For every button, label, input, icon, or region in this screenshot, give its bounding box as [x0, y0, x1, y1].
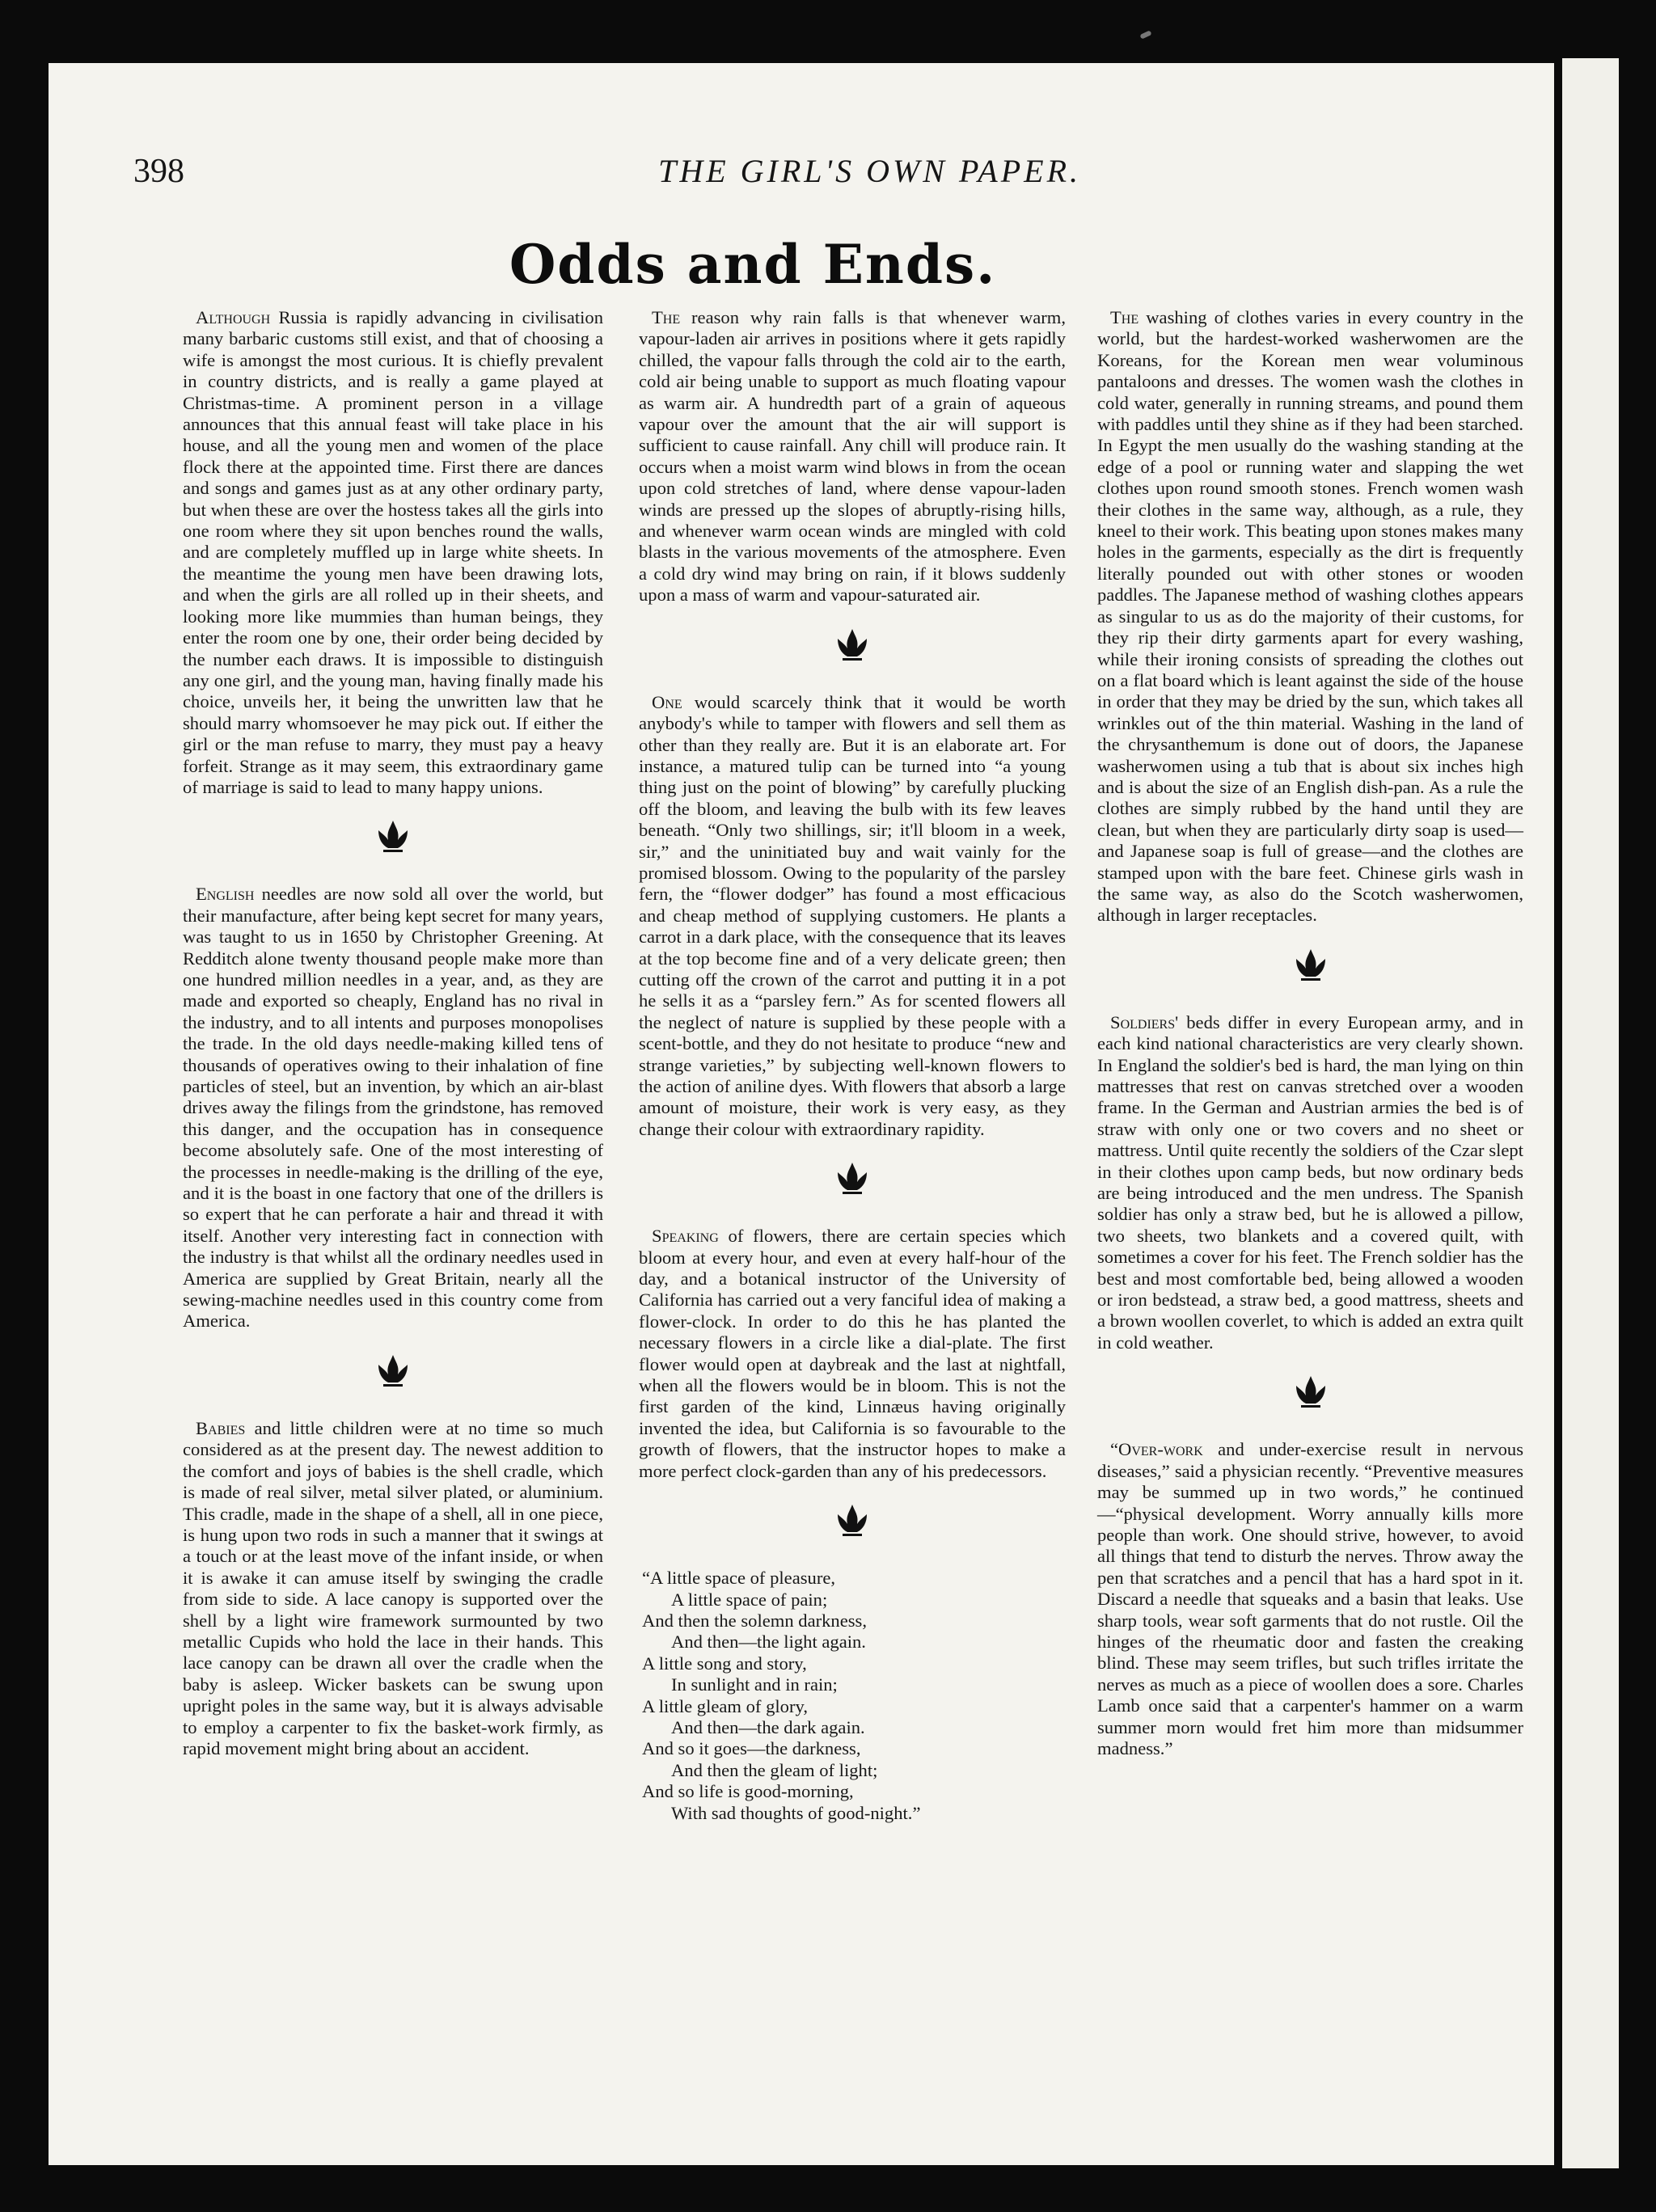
- article-lead: One: [652, 691, 682, 712]
- article-soldiers: [1097, 1012, 1523, 1354]
- poem-line: And then the gleam of light;: [671, 1759, 878, 1780]
- article-body: of flowers, there are certain species which bloom at every hour, and even at every half-hour of the day, and a botanical instructor of the University of California has carried out a very fanciful idea of making a flower-clock. In order to do this he has planted the necessary flowers in a circle like a dial-plate. The first flower would open at daybreak and the last at nightfall, when all the flowers would be in bloom. This is not the first garden of the kind, Linnæus having originally invented the idea, but California is so favourable to the growth of flowers, that the instructor hopes to make a more perfect clock-garden than any of his predecessors.: [639, 1226, 1066, 1481]
- article-lead: The: [1110, 307, 1139, 327]
- article-flowers: [639, 692, 1066, 1141]
- article-body: Russia is rapidly advancing in civilisation many barbaric customs still exist, and that of choosing a wife is amongst the most curious. It is chiefly prevalent in country districts, and is really a game played at Christmas-time. A prominent person in a village announces that this annual feast will take place in his house, and all the young men and women of the place flock there at the appointed time. First there are dances and songs and games just as at any other ordinary party, but when these are over the hostess takes all the girls into one room where they sit upon benches round the walls, and are completely muffled up in large white sheets. In the meantime the young men have been drawing lots, and when the girls are all rolled up in their sheets, and looking more like mummies than human beings, they enter the room one by one, their order being decided by the number each draws. It is impossible to distinguish any one girl, and the young man, having finally made his choice, unveils her, it being the unwritten law that he should marry whomsoever he may pick out. If either the girl or the man refuse to marry, they must pay a heavy forfeit. Strange as it may seem, this extraordinary game of marriage is said to lead to many happy unions.: [183, 307, 603, 797]
- article-body: washing of clothes varies in every country in the world, but the hardest-worked washerwomen are the Koreans, for the Korean men wear voluminous pantaloons and dresses. The women wash the clothes in cold water, generally in running streams, and pound them with paddles until they shine as if they had been starched. In Egypt the men usually do the washing standing at the edge of a pool or running water and slapping the wet clothes upon round smooth stones. French women wash their clothes in the same way, although, as a rule, they kneel to their work. This beating upon stones makes many holes in the garments, especially as the dirt is frequently literally pounded out with other stones or wooden paddles. The Japanese method of washing clothes appears as singular to us as do the majority of their customs, for they rip their dirty garments apart for every washing, while their ironing consists of spreading the clothes out on a flat board which is leant against the side of the house in order that they may be dried by the sun, which takes all wrinkles out of the thin material. Washing in the land of the chrysanthemum is done out of doors, the Japanese washerwomen using a tub that is about six inches high and is about the size of an English dish-pan. As a rule the clothes are simply rubbed by the hand until they are clean, but when they are particularly dirty soap is used—and Japanese soap is full of grease—and the clothes are stamped upon with the bare feet. Chinese girls wash in the same way, as also do the Scotch washerwomen, although in larger receptacles.: [1097, 307, 1523, 926]
- poem-line: And then—the dark again.: [671, 1716, 865, 1737]
- article-washing: [1097, 307, 1523, 927]
- flame-ornament-icon: [374, 1353, 412, 1387]
- column-left: [183, 307, 603, 1759]
- article-body: beds differ in every European army, and in each kind national characteristics are very clearly shown. In England the soldier's bed is hard, the man lying on thin mattresses that rest on canvas stretched over a wooden frame. In the German and Austrian armies the bed is of straw with only one or two covers and no sheet or mattress. Until quite recently the soldiers of the Czar slept in their clothes upon camp beds, but now ordinary beds are being introduced and the men undress. The Spanish soldier has only a straw bed, but he is allowed a pillow, two sheets, two blankets and a covered quilt, with sometimes a cover for his feet. The French soldier has the best and most comfortable bed, being allowed a wooden or iron bedstead, a straw bed, a good mattress, sheets and a brown woollen coverlet, to which is added an extra quilt in cold weather.: [1097, 1011, 1523, 1353]
- article-flower-clock: [639, 1226, 1066, 1482]
- flame-ornament-icon: [1291, 948, 1330, 981]
- article-body: would scarcely think that it would be worth anybody's while to tamper with flowers and sell them as other than they really are. But it is an elaborate art. For instance, a matured tulip can be turned into “a young thing just on the point of blowing” by carefully plucking off the bloom, and leaving the bulb with its few leaves beneath. “Only two shillings, sir; it'll bloom in a week, sir,” and the uninitiated buy and wait vainly for the promised blossom. Owing to the popularity of the parsley fern, the “flower dodger” has found a most efficacious and cheap method of supplying customers. He plants a carrot in a dark place, with the consequence that its leaves at the top become fine and of a very delicate green; then cutting off the crown of the carrot and putting it in a pot he sells it as a “parsley fern.” As for scented flowers all the neglect of nature is supplied by these people with a scent-bottle, and they do not hesitate to produce “new and strange varieties,” by subjecting well-known flowers to the action of aniline dyes. With flowers that absorb a large amount of moisture, their work is very easy, as they change their colour with extraordinary rapidity.: [639, 691, 1066, 1139]
- article-lead: Although: [196, 307, 271, 327]
- page: [49, 63, 1554, 2165]
- article-overwork: [1097, 1439, 1523, 1759]
- poem-line: A little space of pain;: [671, 1589, 828, 1610]
- article-lead: Speaking: [652, 1226, 719, 1247]
- page-header: [133, 152, 1081, 209]
- poem-line: And so life is good-morning,: [642, 1781, 854, 1802]
- poem-line: And then—the light again.: [671, 1632, 866, 1653]
- poem-line: A little gleam of glory,: [642, 1695, 808, 1716]
- flame-ornament-icon: [1291, 1374, 1330, 1408]
- article-russia: [183, 307, 603, 798]
- column-right: [1097, 307, 1523, 1759]
- next-page-edge: [1562, 58, 1619, 2168]
- article-lead: The: [652, 307, 681, 327]
- article-babies: [183, 1418, 603, 1760]
- poem-line: With sad thoughts of good-night.”: [671, 1802, 921, 1823]
- scan-speck: [1139, 30, 1151, 39]
- flame-ornament-icon: [833, 1161, 872, 1195]
- page-number: 398: [133, 153, 184, 190]
- running-title: THE GIRL'S OWN PAPER.: [658, 153, 1081, 189]
- article-rain: [639, 307, 1066, 606]
- column-middle: [639, 307, 1066, 1824]
- poem-line: And so it goes—the darkness,: [642, 1738, 861, 1759]
- flame-ornament-icon: [833, 627, 872, 661]
- poem-line: In sunlight and in rain;: [671, 1674, 838, 1695]
- article-lead: English: [196, 884, 255, 905]
- article-lead: Soldiers': [1110, 1011, 1179, 1032]
- article-lead: Babies: [196, 1417, 246, 1438]
- poem-line: “A little space of pleasure,: [642, 1568, 836, 1589]
- poem-line: A little song and story,: [642, 1653, 807, 1674]
- flame-ornament-icon: [374, 819, 412, 853]
- article-body: and under-exercise result in nervous diseases,” said a physician recently. “Preventive measures may be summed up in two words,” he continued—“physical development. Worry annually kills more people than work. One should strive, however, to avoid all things that tend to disturb the nerves. Throw away the pen that scratches and a pencil that has a hard spot in it. Discard a needle that squeaks and a basin that leaks. Use sharp tools, wear soft garments that do not rustle. Oil the hinges of the rheumatic door and fasten the creaking blind. These may seem trifles, but such trifles irritate the nerves as much as a piece of woollen does a sore. Charles Lamb once said that a carpenter's hammer on a warm summer morn would fret him more than midsummer madness.”: [1097, 1439, 1523, 1758]
- article-needles: [183, 884, 603, 1332]
- poem: [639, 1568, 1066, 1824]
- article-body: needles are now sold all over the world, but their manufacture, after being kept secret for many years, was taught to us in 1650 by Christopher Greening. At Redditch alone twenty thousand people make more than one hundred million needles in a year, and, as they are made and exported so cheaply, England has no rival in the industry, and to all intents and purposes monopolises the trade. In the old days needle-making killed tens of thousands of operatives owing to their inhalation of fine particles of steel, but an invention, by which an air-blast drives away the filings from the grindstone, has removed this danger, and the occupation has in consequence become absolutely safe. One of the most interesting of the processes in needle-making is the drilling of the eye, and it is the boast in one factory that one of the drillers is so expert that he can perforate a hair and thread it with itself. Another very interesting fact in connection with the industry is that whilst all the ordinary needles used in America are supplied by Great Britain, nearly all the sewing-machine needles used in this country come from America.: [183, 884, 603, 1332]
- article-body: and little children were at no time so much considered as at the present day. The newest addition to the comfort and joys of babies is the shell cradle, which is made of real silver, metal silver plated, or aluminium. This cradle, made in the shape of a shell, all in one piece, is hung upon two rods in such a manner that it swings at a touch or at the least move of the infant inside, or when it is awake it can amuse itself by swinging the cradle from side to side. A lace canopy is supported over the shell by a light wire framework surmounted by two metallic Cupids who hold the lace in their hands. This lace canopy can be drawn all over the cradle when the baby is asleep. Wicker baskets can be swung upon upright poles in the same way, but it is always advisable to employ a carpenter to fix the basket-work firmly, as rapid movement might bring about an accident.: [183, 1417, 603, 1758]
- article-body: reason why rain falls is that whenever warm, vapour-laden air arrives in positions where it gets rapidly chilled, the vapour falls through the cold air to the earth, cold air being unable to support as much floating vapour as warm air. A hundredth part of a grain of aqueous vapour over the amount that the air will support is sufficient to cause rainfall. Any chill will produce rain. It occurs when a moist warm wind blows in from the ocean upon cold stretches of land, where dense vapour-laden winds are pressed up the slopes of abruptly-rising hills, and whenever warm ocean winds are mingled with cold blasts in the various movements of the atmosphere. Even a cold dry wind may bring on rain, if it blows suddenly upon a mass of warm and vapour-saturated air.: [639, 307, 1066, 606]
- flame-ornament-icon: [833, 1503, 872, 1537]
- poem-line: And then the solemn darkness,: [642, 1610, 867, 1631]
- article-lead: “Over-work: [1110, 1439, 1203, 1460]
- section-title: Odds and Ends.: [509, 233, 997, 296]
